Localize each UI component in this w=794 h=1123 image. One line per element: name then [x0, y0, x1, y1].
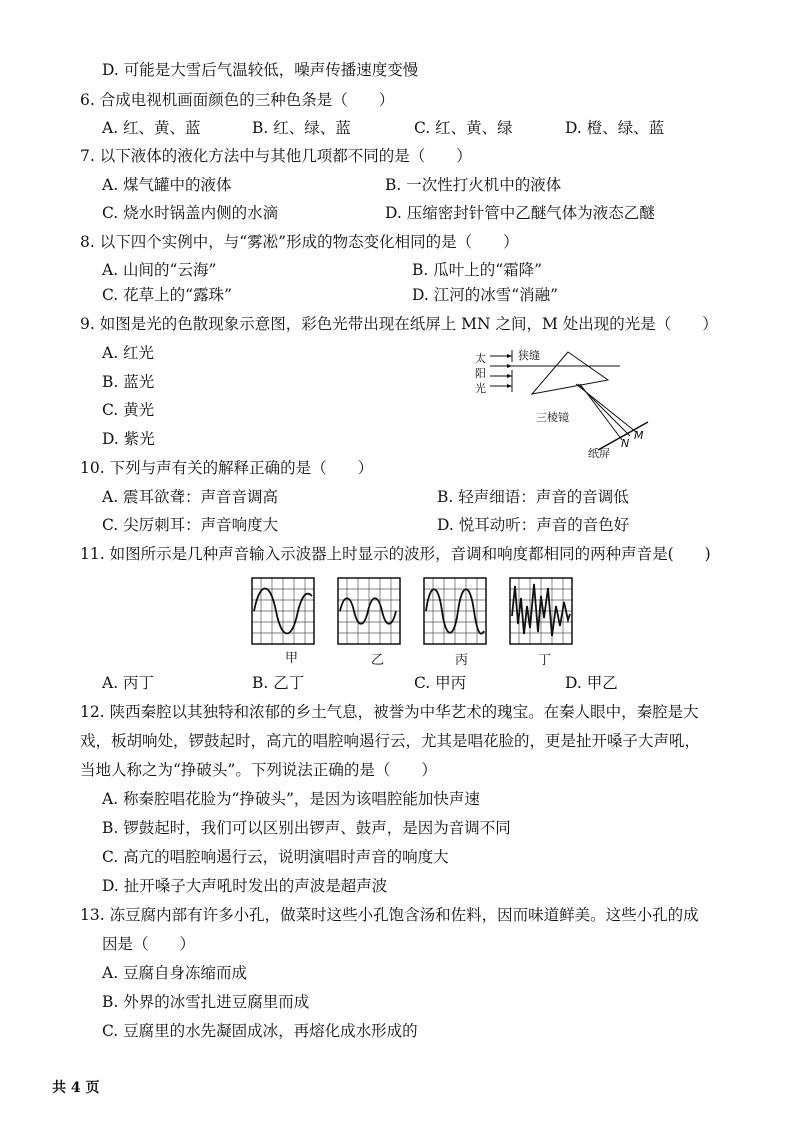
q13-option-a: A. 豆腐自身冻缩而成: [102, 964, 248, 982]
q8-option-d: D. 江河的冰雪“消融”: [412, 286, 559, 304]
q13-option-c: C. 豆腐里的水先凝固成冰，再熔化成水形成的: [102, 1022, 418, 1040]
q11-stem: 11. 如图所示是几种声音输入示波器上时显示的波形，音调和响度都相同的两种声音是( ): [80, 545, 711, 563]
q10-option-b: B. 轻声细语：声音的音调低: [437, 488, 629, 506]
q6-option-b: B. 红、绿、蓝: [252, 119, 351, 137]
q12-stem-line-2: 戏，板胡响处，锣鼓起时，高亢的唱腔响遏行云，尤其是唱花脸的，更是扯开嗓子大声吼，: [80, 732, 701, 750]
q13-stem-line-2: 因是（ ）: [102, 935, 196, 953]
q10-option-c: C. 尖厉刺耳：声音响度大: [102, 516, 279, 534]
q13-stem-line-1: 13. 冻豆腐内部有许多小孔，做菜时这些小孔饱含汤和佐料，因而味道鲜美。这些小孔的成: [80, 906, 699, 924]
q7-option-a: A. 煤气罐中的液体: [102, 176, 232, 194]
dispersed-ray-3: [580, 384, 622, 440]
q6-stem: 6. 合成电视机画面颜色的三种色条是（ ）: [80, 91, 395, 109]
screen-label: 纸屏: [588, 447, 610, 460]
q12-option-d: D. 扯开嗓子大声吼时发出的声波是超声波: [102, 877, 388, 895]
q8-stem: 8. 以下四个实例中，与“雾凇”形成的物态变化相同的是（ ）: [80, 233, 519, 251]
prism-label: 三棱镜: [536, 411, 569, 424]
q9-option-d: D. 紫光: [102, 430, 155, 448]
screen: [598, 422, 648, 450]
page-count: 共 4 页: [52, 1080, 100, 1096]
q8-option-b: B. 瓜叶上的“霜降”: [412, 261, 543, 279]
ray-arrow-4: [507, 384, 512, 388]
dispersion-diagram: [480, 346, 660, 456]
q12-option-a: A. 称秦腔唱花脸为“挣破头”，是因为该唱腔能加快声速: [102, 790, 480, 808]
q12-stem-line-1: 12. 陕西秦腔以其独特和浓郁的乡土气息，被誉为中华艺术的瑰宝。在秦人眼中，秦腔是大: [80, 703, 699, 721]
q11-option-d: D. 甲乙: [565, 674, 618, 692]
q11-option-b: B. 乙丁: [252, 674, 305, 692]
q5-option-d: D. 可能是大雪后气温较低，噪声传播速度变慢: [102, 61, 419, 79]
scope-yi: [336, 576, 402, 646]
ray-arrow-1: [507, 354, 512, 358]
q8-option-c: C. 花草上的“露珠”: [102, 286, 233, 304]
q6-option-a: A. 红、黄、蓝: [102, 119, 201, 137]
sun-label-1: 太: [475, 352, 486, 365]
q10-option-d: D. 悦耳动听：声音的音色好: [437, 516, 630, 534]
scope-label-bing: 丙: [455, 653, 469, 668]
scope-ding: [508, 576, 574, 646]
q12-stem-line-3: 当地人称之为“挣破头”。下列说法正确的是（ ）: [80, 761, 437, 779]
q9-option-b: B. 蓝光: [102, 373, 155, 391]
ray-arrow-3: [507, 374, 512, 378]
screen-n-label: N: [621, 437, 630, 450]
screen-m-label: M: [634, 429, 644, 442]
q8-option-a: A. 山间的“云海”: [102, 261, 217, 279]
q7-stem: 7. 以下液体的液化方法中与其他几项都不同的是（ ）: [80, 147, 472, 165]
q11-option-c: C. 甲丙: [414, 674, 467, 692]
q9-stem: 9. 如图是光的色散现象示意图，彩色光带出现在纸屏上 MN 之间，M 处出现的光是（ ）: [80, 315, 718, 333]
q13-option-b: B. 外界的冰雪扎进豆腐里而成: [102, 993, 310, 1011]
q10-option-a: A. 震耳欲聋：声音音调高: [102, 488, 279, 506]
scope-label-yi: 乙: [371, 653, 385, 668]
scope-label-jia: 甲: [285, 651, 299, 666]
q10-stem: 10. 下列与声有关的解释正确的是（ ）: [80, 459, 374, 477]
q9-option-c: C. 黄光: [102, 401, 155, 419]
scope-bing: [422, 576, 488, 646]
q11-option-a: A. 丙丁: [102, 674, 155, 692]
q6-option-c: C. 红、黄、绿: [414, 119, 513, 137]
scope-jia: [250, 576, 316, 646]
slit-label: 狭缝: [518, 349, 540, 362]
sun-label-2: 阳: [475, 367, 486, 380]
q12-option-b: B. 锣鼓起时，我们可以区别出锣声、鼓声，是因为音调不同: [102, 819, 511, 837]
q9-option-a: A. 红光: [102, 344, 155, 362]
sun-label-3: 光: [475, 382, 486, 395]
q6-option-d: D. 橙、绿、蓝: [565, 119, 665, 137]
ray-arrow-2: [507, 364, 512, 368]
q7-option-d: D. 压缩密封针管中乙醚气体为液态乙醚: [385, 204, 655, 222]
q12-option-c: C. 高亢的唱腔响遏行云，说明演唱时声音的响度大: [102, 848, 449, 866]
q7-option-b: B. 一次性打火机中的液体: [385, 176, 562, 194]
prism: [532, 352, 608, 394]
scope-label-ding: 丁: [538, 653, 552, 668]
q7-option-c: C. 烧水时锅盖内侧的水滴: [102, 204, 279, 222]
